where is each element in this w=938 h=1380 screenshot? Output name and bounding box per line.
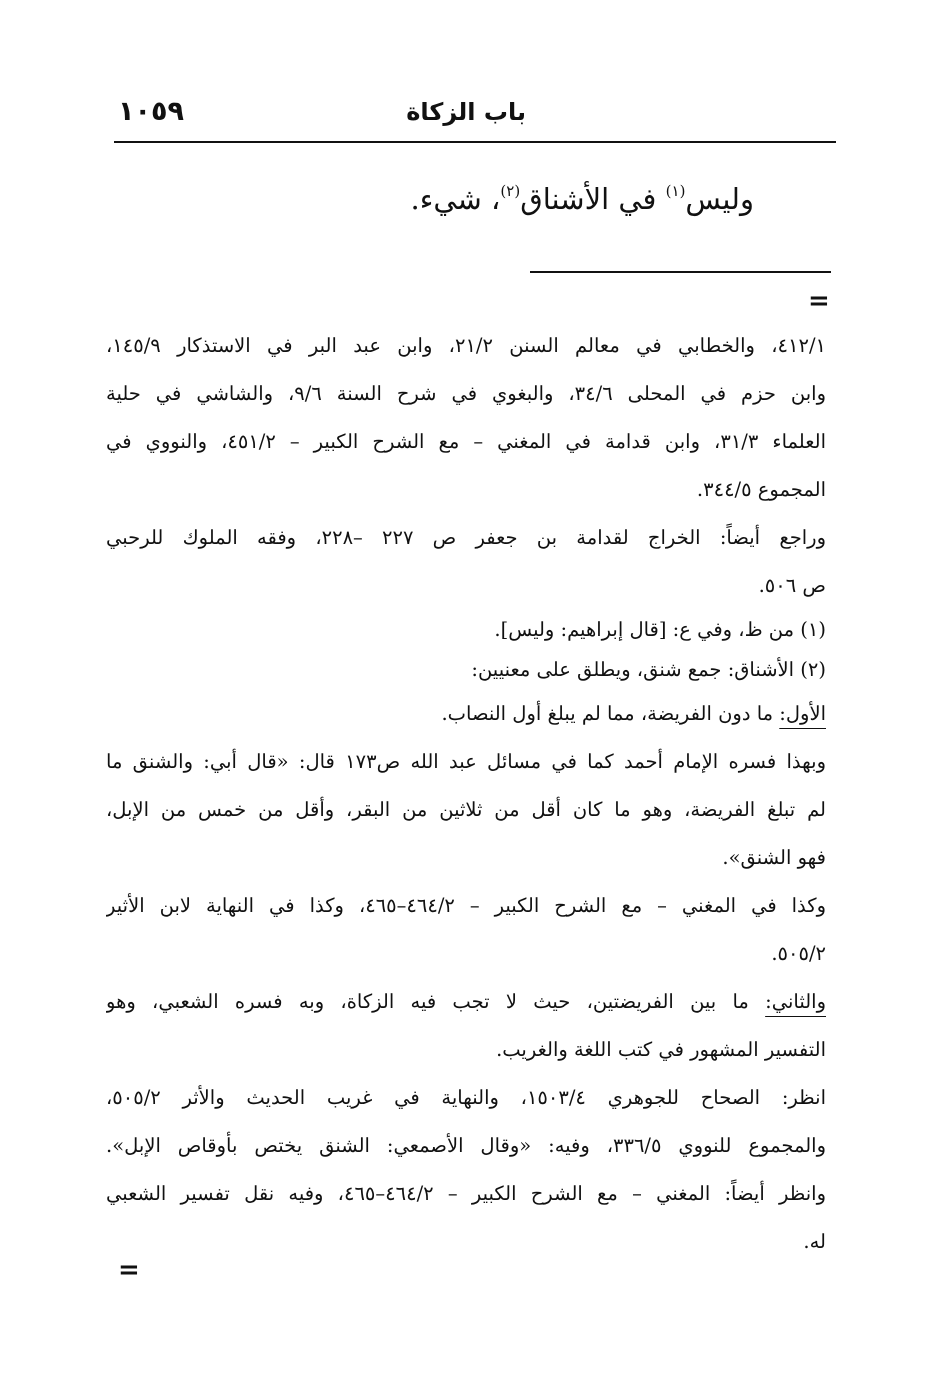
footnote-line: وكذا في المغني – مع الشرح الكبير – ٤٦٤/٢–٤٦٥، وكذا في النهاية لابن الأثير	[106, 894, 826, 917]
footnote-line: له.	[803, 1230, 826, 1253]
footnote-line-second-meaning	[106, 978, 826, 1026]
footnote-line: فهو الشنق».	[722, 846, 826, 869]
second-meaning-text: ما بين الفريضتين، حيث لا تجب فيه الزكاة، وبه فسره الشعبي، وهو	[106, 990, 766, 1013]
chapter-title: باب الزكاة	[406, 98, 526, 126]
footnote-ref-1[interactable]: (١)	[665, 182, 686, 200]
footnotes	[106, 322, 826, 1266]
footnote-line: التفسير المشهور في كتب اللغة والغريب.	[496, 1038, 826, 1061]
footnote-line: انظر: الصحاح للجوهري ١٥٠٣/٤، والنهاية في غريب الحديث والأثر ٥٠٥/٢،	[106, 1086, 826, 1109]
second-meaning-label: والثاني:	[765, 990, 826, 1013]
continuation-mark: =	[808, 286, 830, 316]
main-text-part: وليس	[685, 182, 754, 216]
footnote-separator	[530, 271, 831, 273]
footnote-line: لم تبلغ الفريضة، وهو ما كان أقل من ثلاثين من البقر، وأقل من خمس من الإبل،	[106, 798, 826, 821]
footnote-line: والمجموع للنووي ٣٣٦/٥، وفيه: «وقال الأصمعي: الشنق يختص بأوقاص الإبل».	[106, 1134, 826, 1157]
footnote-line: وراجع أيضاً: الخراج لقدامة بن جعفر ص ٢٢٧ –٢٢٨، وفقه الملوك للرحبي	[106, 526, 826, 549]
main-text-part: ، شيء.	[410, 182, 501, 216]
continuation-mark-bottom: =	[118, 1255, 140, 1285]
footnote-line: العلماء ٣١/٣، وابن قدامة في المغني – مع الشرح الكبير – ٤٥١/٢، والنووي في	[106, 430, 826, 453]
footnote-line-first-meaning	[106, 690, 826, 738]
footnote-line: (٢) الأشناق: جمع شنق، ويطلق على معنيين:	[471, 658, 826, 681]
running-header	[114, 96, 836, 136]
footnote-line: المجموع ٣٤٤/٥.	[696, 478, 826, 501]
footnote-line: ٤١٢/١، والخطابي في معالم السنن ٢١/٢، وابن عبد البر في الاستذكار ١٤٥/٩،	[106, 334, 826, 357]
header-rule	[114, 141, 836, 143]
first-meaning-label: الأول:	[779, 702, 826, 725]
footnote-ref-2[interactable]: (٢)	[500, 182, 521, 200]
footnote-line: وبهذا فسره الإمام أحمد كما في مسائل عبد الله ص١٧٣ قال: «قال أبي: والشنق ما	[106, 750, 826, 773]
footnote-line: ٥٠٥/٢.	[771, 942, 826, 965]
footnote-line: (١) من ظ، وفي ع: [قال إبراهيم: وليس].	[494, 618, 826, 641]
footnote-line: وابن حزم في المحلى ٣٤/٦، والبغوي في شرح السنة ٩/٦، والشاشي في حلية	[106, 382, 826, 405]
main-text-part: في الأشناق	[520, 182, 666, 216]
first-meaning-text: ما دون الفريضة، مما لم يبلغ أول النصاب.	[441, 702, 780, 725]
footnote-line: ص ٥٠٦.	[758, 574, 826, 597]
page-number: ١٠٥٩	[118, 96, 184, 127]
footnote-line: وانظر أيضاً: المغني – مع الشرح الكبير – ٤٦٤/٢–٤٦٥، وفيه نقل تفسير الشعبي	[106, 1182, 826, 1205]
main-text	[411, 182, 755, 216]
